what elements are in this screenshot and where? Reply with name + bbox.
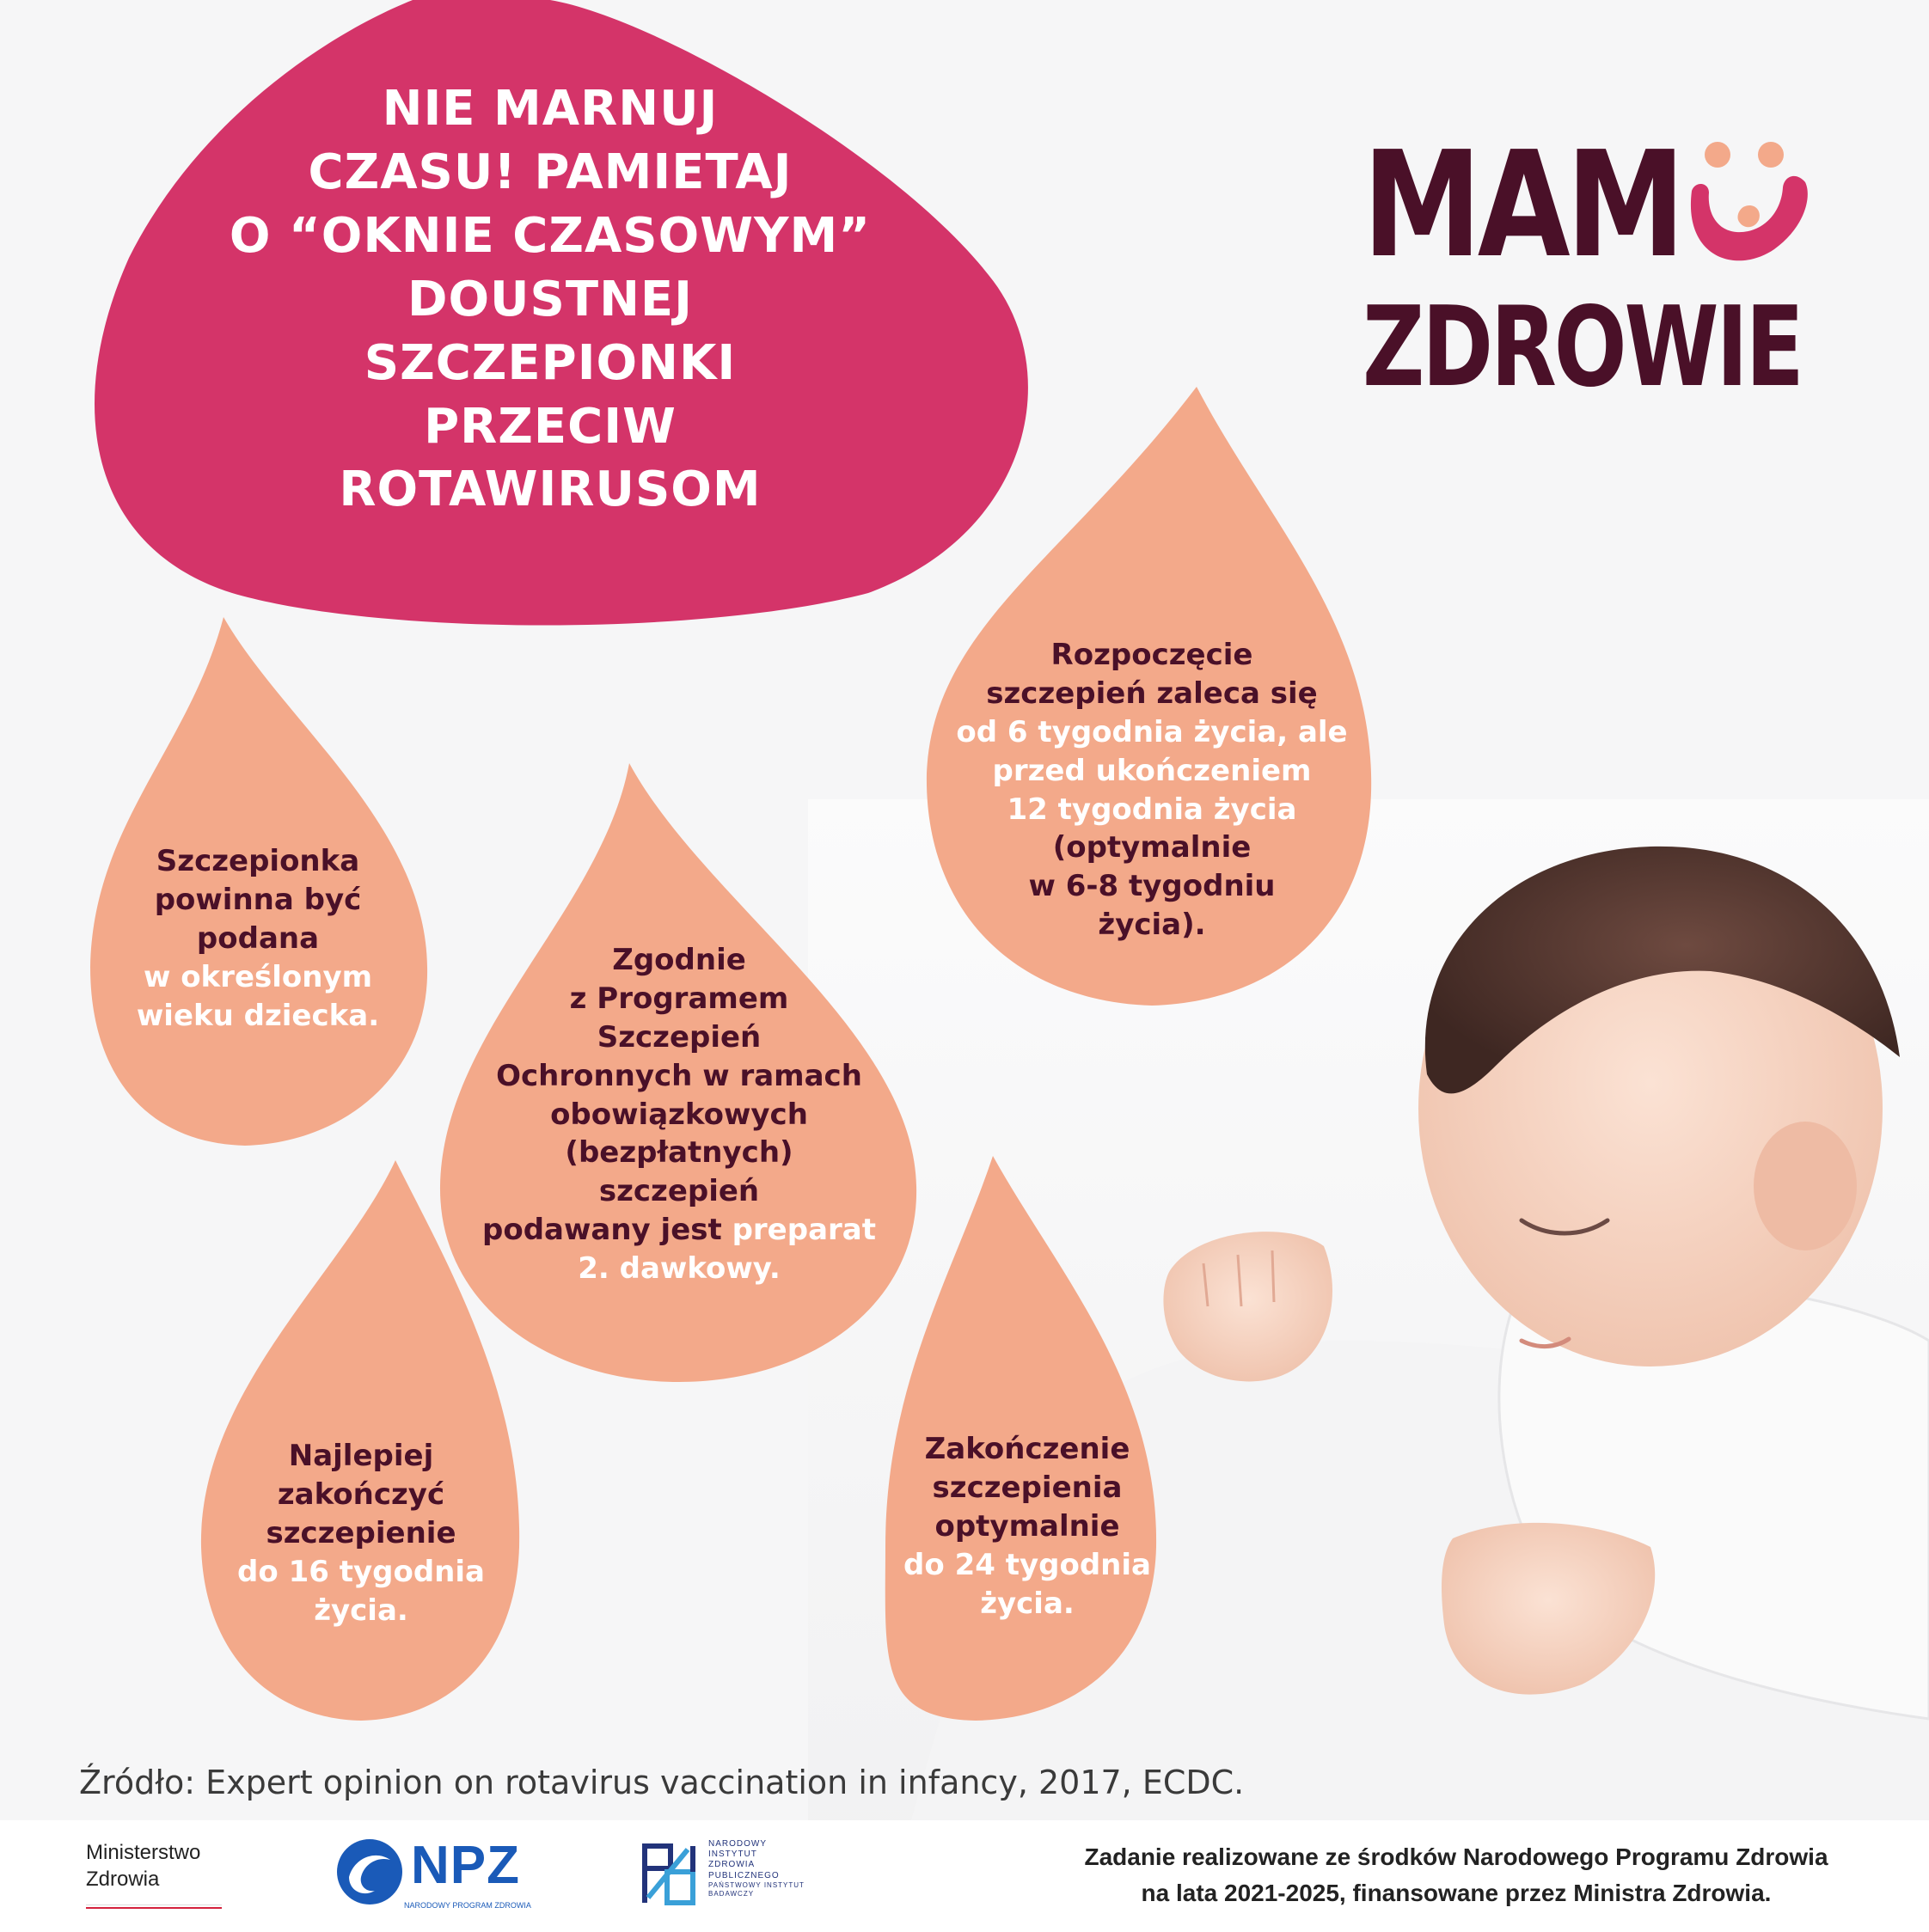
drop-line: Szczepień	[597, 1019, 762, 1055]
funding-line: Zadanie realizowane ze środków Narodowego Programu Zdrowia	[1084, 1843, 1828, 1870]
drop-center-text	[438, 941, 920, 1288]
drop-bottom-right-text	[868, 1430, 1186, 1623]
drop-line: życia.	[980, 1586, 1075, 1621]
drop-line: (bezpłatnych)	[565, 1135, 793, 1171]
drop-line: optymalnie	[934, 1508, 1120, 1544]
drop-left-text	[86, 842, 430, 1035]
drop-line: podana	[196, 920, 320, 956]
headline-line: DOUSTNEJ	[407, 271, 694, 327]
ministry-logo	[86, 1839, 200, 1892]
drop-line: wieku dziecka.	[136, 998, 380, 1033]
headline-line: CZASU! PAMIETAJ	[308, 144, 793, 200]
drop-line-mixed	[438, 1211, 920, 1250]
drop-line: obowiązkowych	[550, 1097, 808, 1132]
drop-bottom-left-text	[201, 1437, 521, 1629]
headline-line: PRZECIW	[424, 398, 677, 455]
nizp-line: INSTYTUT	[708, 1849, 757, 1860]
nizp-line: PAŃSTWOWY INSTYTUT	[708, 1880, 805, 1889]
ministry-line: Ministerstwo	[86, 1841, 201, 1864]
drop-line-suffix: preparat	[732, 1213, 876, 1248]
drop-line: do 16 tygodnia	[237, 1554, 485, 1589]
nizp-line: PUBLICZNEGO	[708, 1870, 780, 1880]
source-citation: Źródło: Expert opinion on rotavirus vaccination in infancy, 2017, ECDC.	[79, 1764, 1245, 1801]
drop-line: powinna być	[154, 882, 362, 917]
headline-line: NIE MARNUJ	[382, 81, 719, 137]
drop-top-right-text	[928, 636, 1375, 945]
npz-logo-text: NPZ	[411, 1836, 520, 1895]
headline-line: O “OKNIE CZASOWYM”	[229, 207, 872, 264]
funding-note	[1069, 1839, 1843, 1911]
headline	[138, 77, 963, 522]
headline-line: ROTAWIRUSOM	[339, 462, 762, 518]
drop-line: od 6 tygodnia życia, ale	[956, 714, 1348, 749]
drop-line-prefix: podawany jest	[482, 1213, 732, 1248]
drop-line: 2. dawkowy.	[578, 1251, 781, 1286]
ministry-flag-bar	[86, 1904, 222, 1909]
drop-line: Zgodnie	[612, 943, 746, 977]
drop-line: Szczepionka	[156, 844, 360, 878]
nizp-line: BADAWCZY	[708, 1889, 755, 1898]
drop-line: (optymalnie	[1052, 830, 1252, 865]
ministry-line: Zdrowia	[86, 1868, 160, 1892]
nizp-line: NARODOWY	[708, 1839, 767, 1849]
drop-line: przed ukończeniem	[992, 753, 1312, 788]
drop-line: zakończyć	[277, 1477, 445, 1512]
npz-swirl-icon	[334, 1836, 406, 1908]
logo-word-mam: MAM	[1363, 120, 1681, 290]
drop-line: 12 tygodnia życia	[1007, 792, 1297, 827]
drop-line: szczepień	[598, 1174, 760, 1209]
headline-line: SZCZEPIONKI	[364, 334, 737, 391]
drop-line: życia).	[1098, 908, 1206, 943]
drop-line: szczepienia	[932, 1470, 1123, 1505]
drop-line: szczepień zaleca się	[986, 676, 1318, 711]
mother-child-icon	[1691, 142, 1808, 260]
nizp-line: ZDROWIA	[708, 1860, 756, 1870]
drop-line: Najlepiej	[288, 1439, 434, 1473]
drop-line: w 6-8 tygodniu	[1028, 869, 1276, 904]
drop-line: z Programem	[569, 981, 789, 1016]
drop-line: Zakończenie	[924, 1432, 1130, 1466]
drop-line: życia.	[314, 1593, 408, 1628]
logo-word-zdrowie: ZDROWIE	[1363, 284, 1802, 412]
npz-logo-subtitle: NARODOWY PROGRAM ZDROWIA	[404, 1901, 531, 1910]
nizp-logo-icon	[636, 1837, 701, 1911]
drop-line: szczepienie	[266, 1515, 456, 1550]
drop-line: w określonym	[143, 959, 373, 994]
drop-line: Ochronnych w ramach	[496, 1058, 862, 1093]
funding-line: na lata 2021-2025, finansowane przez Ministra Zdrowia.	[1141, 1880, 1772, 1906]
drop-line: Rozpoczęcie	[1050, 638, 1253, 672]
nizp-logo-text	[708, 1839, 805, 1898]
drop-line: do 24 tygodnia	[903, 1547, 1151, 1582]
